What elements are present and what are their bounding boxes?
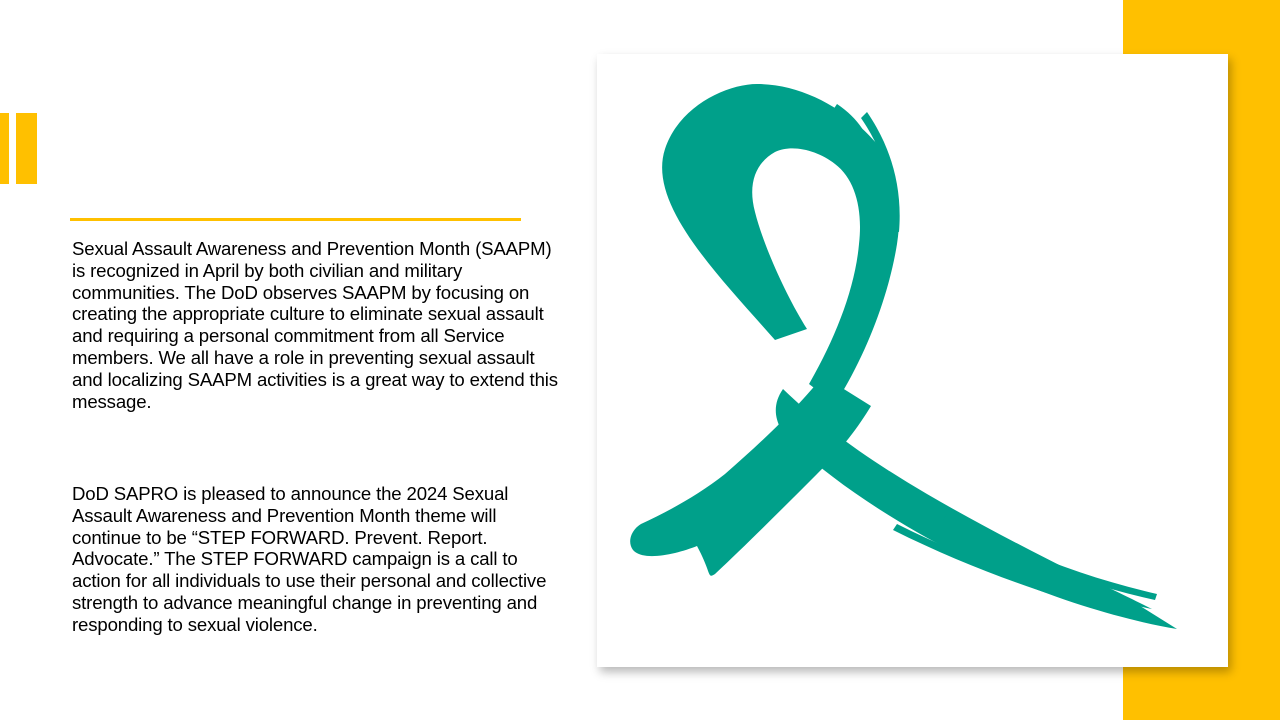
accent-mark-left	[0, 113, 9, 184]
ribbon-strokes	[630, 84, 1177, 629]
title-divider-line	[70, 218, 521, 221]
accent-mark-right	[16, 113, 37, 184]
body-paragraph-step-forward: DoD SAPRO is pleased to announce the 2024 Sexual Assault Awareness and Prevention Month theme will continue to be “STEP FORWARD. Prevent. Report. Advocate.” The STEP FORWARD campaign is a call to action for all individuals to use their personal and collective strength to advance meaningful change in preventing and responding to sexual violence.	[72, 483, 547, 635]
ribbon-image-card	[597, 54, 1228, 667]
awareness-ribbon-icon	[597, 54, 1228, 667]
body-paragraph-saapm-intro: Sexual Assault Awareness and Prevention Month (SAAPM) is recognized in April by both civilian and military communities. The DoD observes SAAPM by focusing on creating the appropriate culture to eliminate sexual assault and requiring a personal commitment from all Service members. We all have a role in preventing sexual assault and localizing SAAPM activities is a great way to extend this message.	[72, 238, 558, 412]
